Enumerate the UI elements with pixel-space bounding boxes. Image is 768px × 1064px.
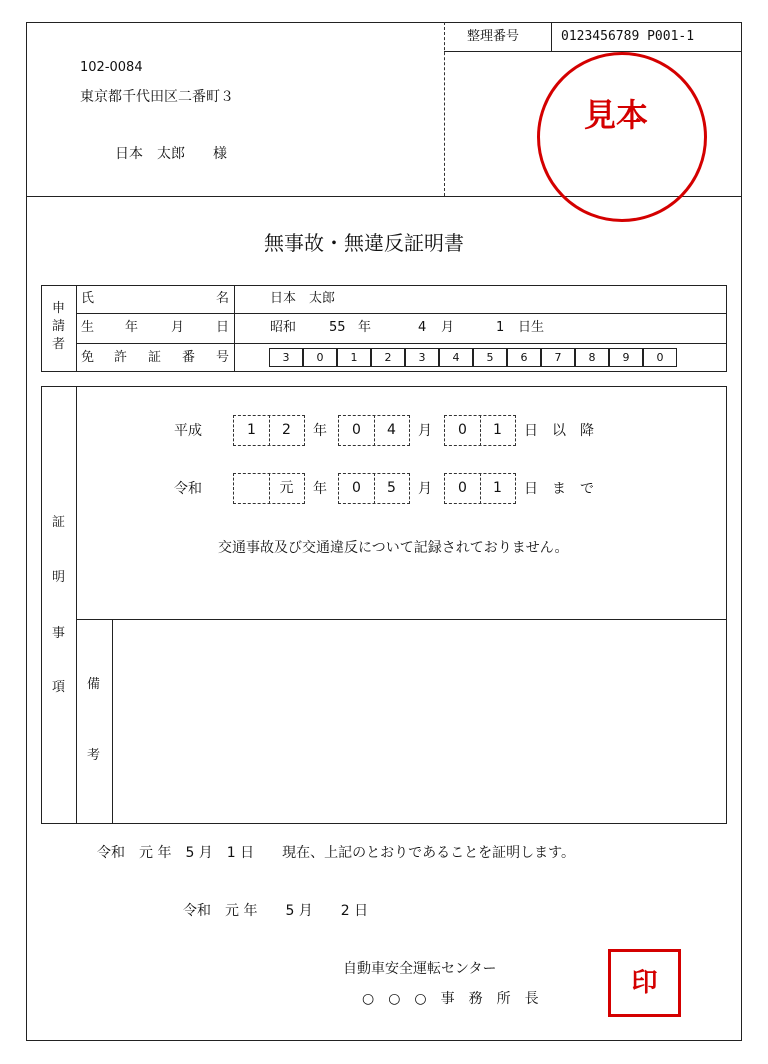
ref-cell-divider — [551, 22, 552, 51]
from-year-digit-2: 2 — [282, 422, 291, 438]
issue-date: 令和 元 年 5 月 2 日 — [183, 903, 369, 919]
ref-row-rule — [444, 51, 742, 52]
to-day-digit-1: 0 — [458, 480, 467, 496]
birth-label-3: 月 — [171, 320, 185, 335]
from-year-boxes — [233, 415, 305, 446]
birth-year-unit: 年 — [358, 320, 372, 335]
to-year-digit-2: 元 — [279, 480, 294, 496]
birth-year: 55 — [329, 320, 346, 335]
to-year-unit: 年 — [313, 481, 327, 497]
applicant-col-divider — [76, 285, 77, 372]
applicant-row-rule-2 — [76, 343, 727, 344]
from-month-digit-1: 0 — [352, 422, 361, 438]
as-of-statement: 令和 元 年 5 月 1 日 現在、上記のとおりであることを証明します。 — [97, 845, 576, 861]
license-label-3: 証 — [148, 350, 162, 365]
ref-value: 0123456789 P001-1 — [561, 29, 695, 44]
applicant-row-rule-1 — [76, 313, 727, 314]
license-digit-9: 7 — [541, 348, 575, 367]
license-label-2: 許 — [114, 350, 128, 365]
license-label-4: 番 — [182, 350, 196, 365]
remarks-label-2: 考 — [87, 748, 101, 763]
address: 東京都千代田区二番町３ — [80, 89, 234, 105]
from-day-digit-2: 1 — [493, 422, 502, 438]
cert-side-label-2: 明 — [52, 570, 66, 585]
birth-label-1: 生 — [81, 320, 95, 335]
license-digit-7: 5 — [473, 348, 507, 367]
birth-label-4: 日 — [216, 320, 230, 335]
applicant-side-label-2: 請 — [52, 319, 66, 334]
license-digit-1: 3 — [269, 348, 303, 367]
from-day-digit-1: 0 — [458, 422, 467, 438]
issuer-name: 自動車安全運転センター — [343, 961, 497, 977]
to-month-digit-1: 0 — [352, 480, 361, 496]
to-month-unit: 月 — [418, 481, 432, 497]
sample-stamp-text: 見本 — [584, 96, 649, 134]
name-label-b: 名 — [216, 291, 230, 306]
birth-label-2: 年 — [125, 320, 139, 335]
to-year-digit-1 — [234, 474, 269, 503]
license-label-1: 免 — [81, 350, 95, 365]
from-suffix: 日 以 降 — [524, 423, 594, 439]
name-value: 日本 太郎 — [270, 291, 336, 306]
from-day-boxes — [444, 415, 516, 446]
to-day-digit-2: 1 — [493, 480, 502, 496]
applicant-label-divider — [234, 285, 235, 372]
license-digit-12: 0 — [643, 348, 677, 367]
birth-month: 4 — [418, 320, 427, 335]
from-month-unit: 月 — [418, 423, 432, 439]
to-month-digit-2: 5 — [387, 480, 396, 496]
license-label-5: 号 — [216, 350, 230, 365]
to-suffix: 日 ま で — [524, 481, 594, 497]
remarks-field — [113, 620, 726, 823]
issuer-officer: ○ ○ ○ 事 務 所 長 — [362, 991, 539, 1007]
applicant-side-label-3: 者 — [52, 337, 66, 352]
postal-code: 102-0084 — [80, 60, 143, 75]
remarks-label-1: 備 — [87, 677, 101, 692]
sample-stamp — [537, 52, 707, 222]
license-digit-5: 3 — [405, 348, 439, 367]
birth-era: 昭和 — [270, 320, 297, 335]
applicant-side-label-1: 申 — [52, 301, 66, 316]
cert-side-label-3: 事 — [52, 626, 66, 641]
from-year-unit: 年 — [313, 423, 327, 439]
recipient-name: 日本 太郎 様 — [115, 146, 227, 162]
birth-day-unit: 日生 — [518, 320, 545, 335]
license-digit-11: 9 — [609, 348, 643, 367]
certification-statement: 交通事故及び交通違反について記録されておりません。 — [218, 540, 569, 556]
ref-label: 整理番号 — [467, 29, 520, 44]
from-year-digit-1: 1 — [247, 422, 256, 438]
to-month-boxes — [338, 473, 410, 504]
cert-side-label-1: 証 — [52, 515, 66, 530]
license-digit-2: 0 — [303, 348, 337, 367]
from-month-boxes — [338, 415, 410, 446]
license-digit-6: 4 — [439, 348, 473, 367]
cert-side-label-4: 項 — [52, 680, 66, 695]
license-digit-3: 1 — [337, 348, 371, 367]
to-year-boxes — [233, 473, 305, 504]
birth-day: 1 — [496, 320, 505, 335]
from-month-digit-2: 4 — [387, 422, 396, 438]
to-day-boxes — [444, 473, 516, 504]
official-seal: 印 — [608, 949, 681, 1017]
license-digit-10: 8 — [575, 348, 609, 367]
certification-col-divider — [76, 386, 77, 824]
license-digit-8: 6 — [507, 348, 541, 367]
to-era: 令和 — [174, 481, 202, 497]
from-era: 平成 — [174, 423, 202, 439]
license-digit-4: 2 — [371, 348, 405, 367]
header-divider — [444, 22, 445, 196]
page-title: 無事故・無違反証明書 — [264, 231, 464, 255]
name-label-a: 氏 — [81, 291, 95, 306]
birth-month-unit: 月 — [441, 320, 455, 335]
